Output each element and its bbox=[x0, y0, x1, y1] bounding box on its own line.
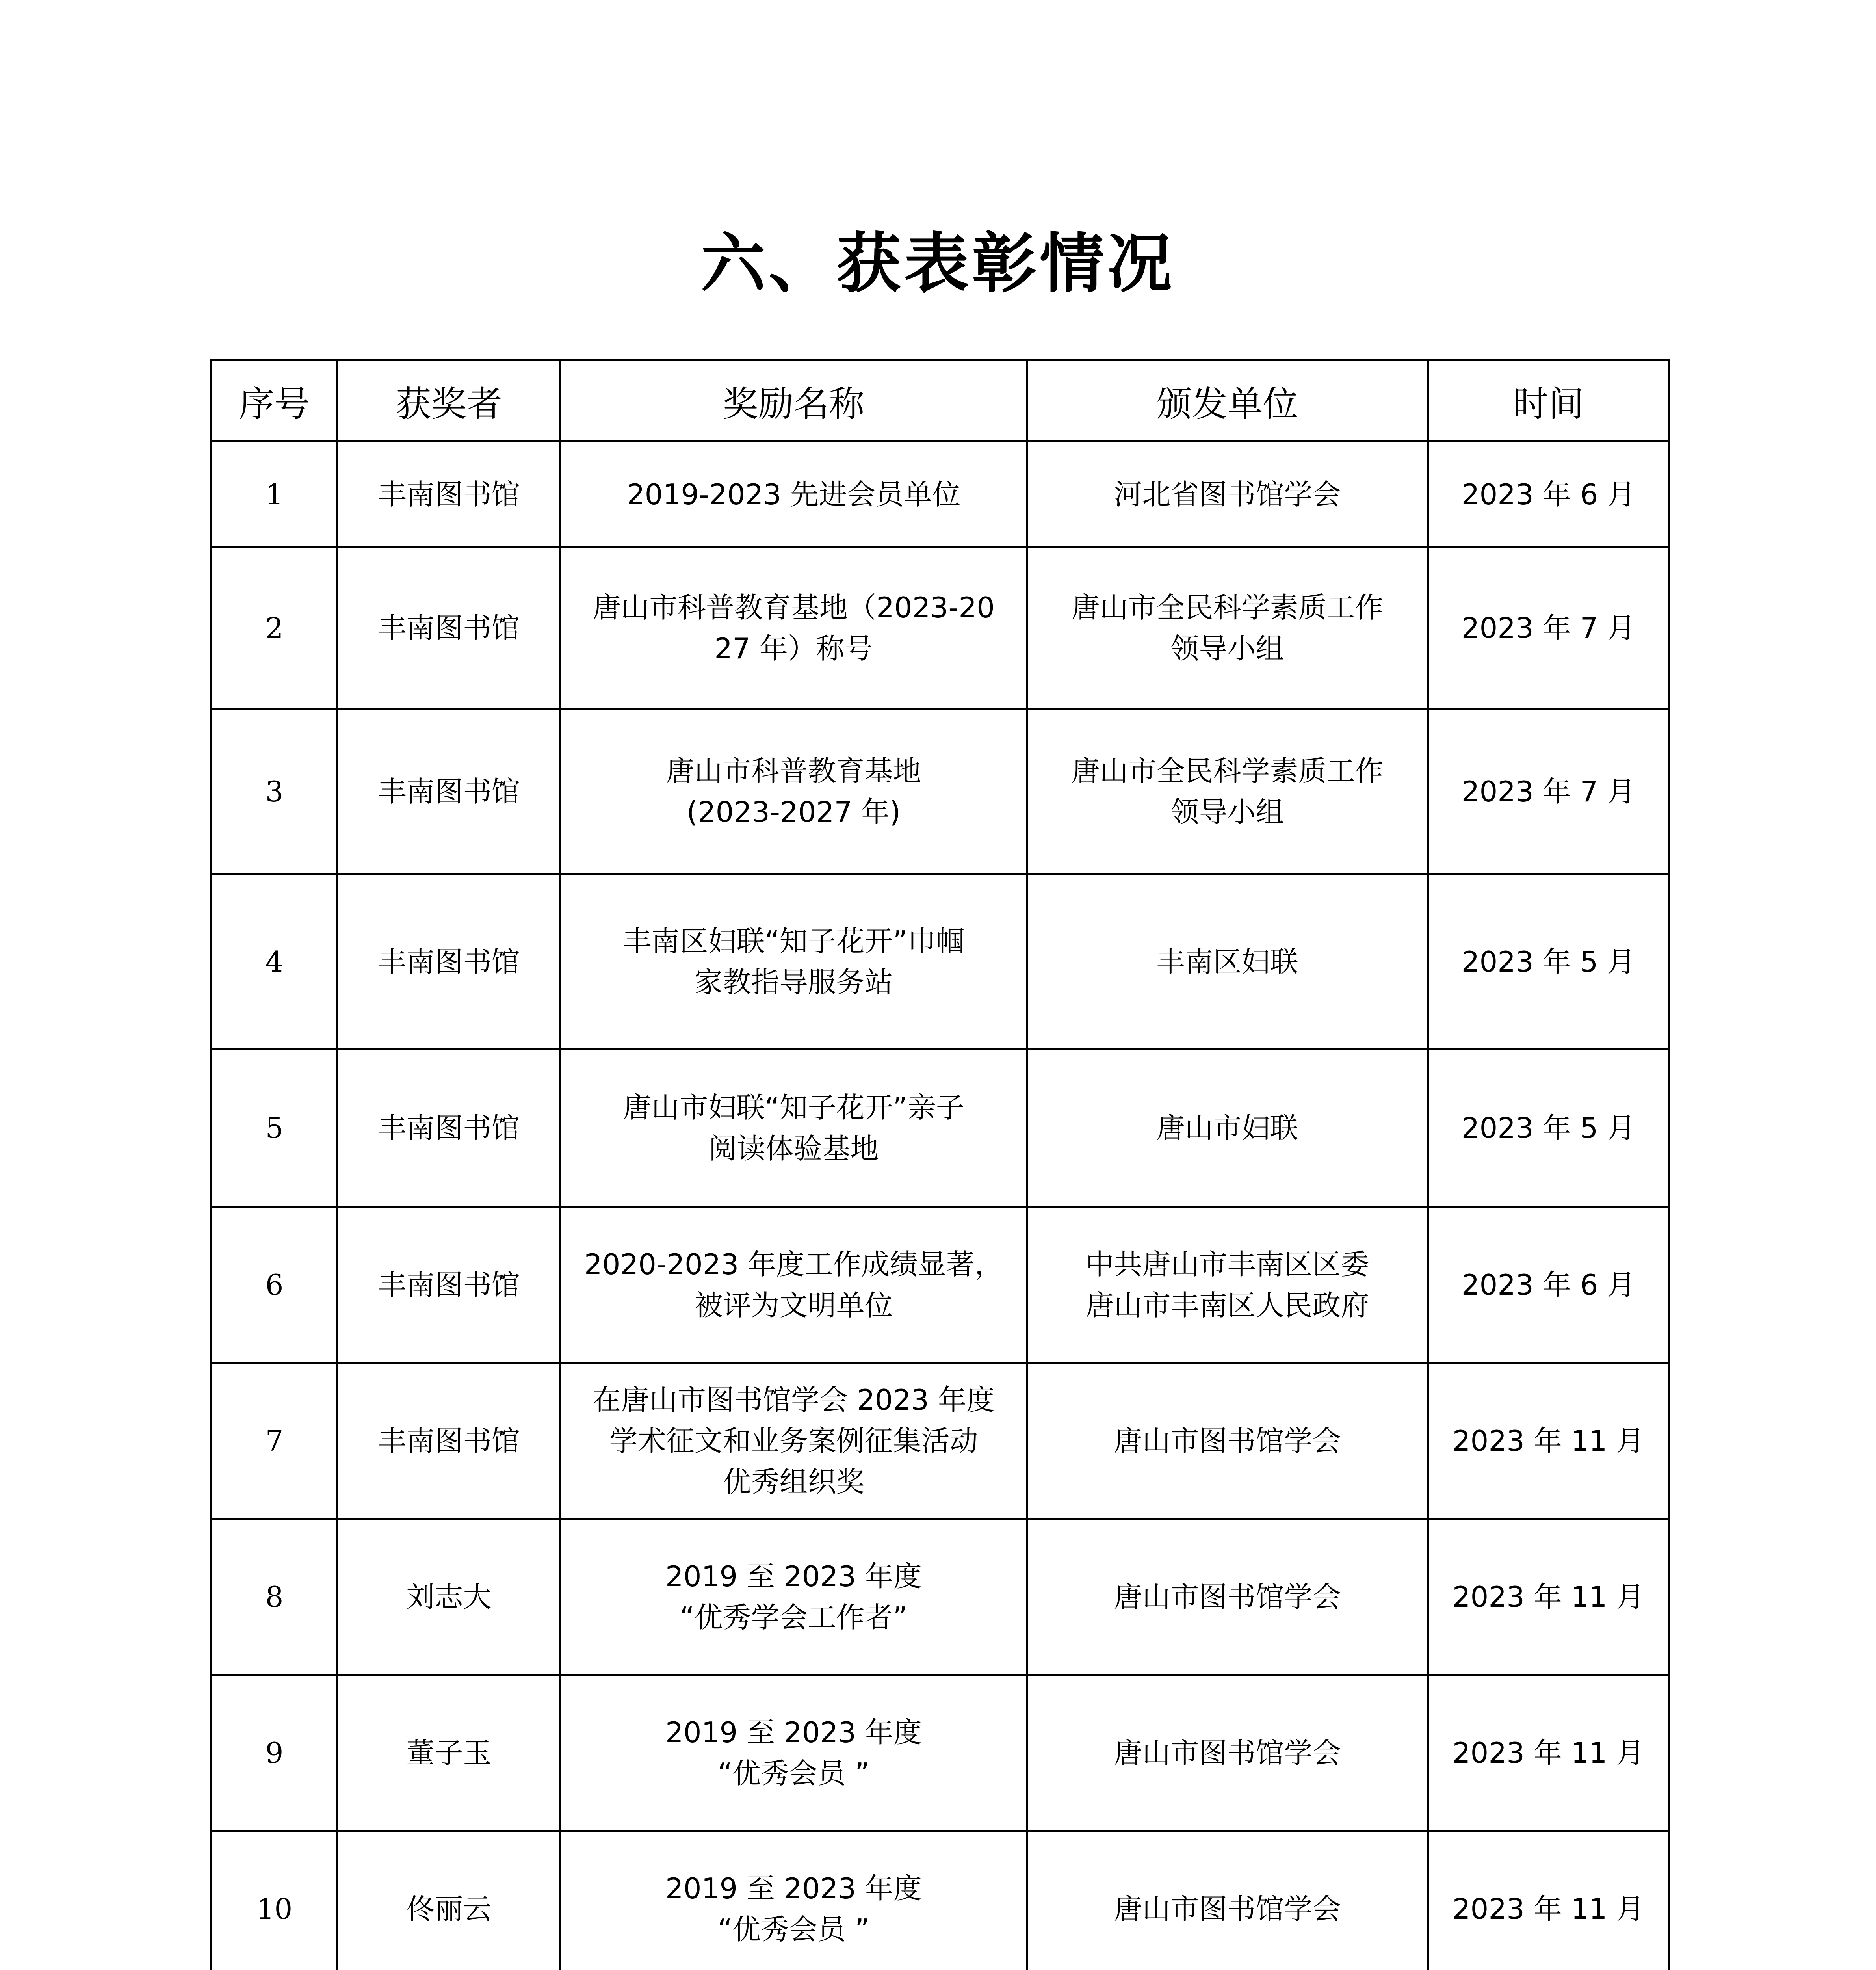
row-date: 2023 年 11 月 bbox=[1428, 1831, 1669, 1970]
issuer-line: 中共唐山市丰南区区委 bbox=[1085, 1247, 1369, 1281]
row-no: 10 bbox=[212, 1831, 338, 1970]
row-awardee: 丰南图书馆 bbox=[338, 709, 561, 874]
issuer-line: 唐山市妇联 bbox=[1156, 1111, 1298, 1145]
table-header-row bbox=[212, 360, 1669, 442]
row-issuer bbox=[1027, 874, 1428, 1049]
row-issuer bbox=[1027, 1519, 1428, 1675]
row-date: 2023 年 5 月 bbox=[1428, 874, 1669, 1049]
row-date: 2023 年 7 月 bbox=[1428, 709, 1669, 874]
row-no: 6 bbox=[212, 1207, 338, 1363]
row-award-name bbox=[561, 1675, 1027, 1831]
award-line: “优秀会员 ” bbox=[717, 1756, 870, 1790]
award-line: 优秀组织奖 bbox=[723, 1465, 865, 1498]
row-awardee: 佟丽云 bbox=[338, 1831, 561, 1970]
table-row bbox=[212, 1831, 1669, 1970]
row-awardee: 丰南图书馆 bbox=[338, 1363, 561, 1519]
row-issuer bbox=[1027, 1049, 1428, 1207]
row-date: 2023 年 11 月 bbox=[1428, 1363, 1669, 1519]
row-award-name bbox=[561, 1363, 1027, 1519]
issuer-line: 领导小组 bbox=[1170, 795, 1284, 829]
award-line: 阅读体验基地 bbox=[708, 1132, 879, 1165]
row-no: 1 bbox=[212, 442, 338, 547]
award-line: 2020-2023 年度工作成绩显著， bbox=[584, 1247, 1003, 1281]
award-line: 2019 至 2023 年度 bbox=[665, 1872, 922, 1905]
row-award-name bbox=[561, 1831, 1027, 1970]
row-issuer bbox=[1027, 547, 1428, 709]
award-line: “优秀会员 ” bbox=[717, 1912, 870, 1946]
award-line: 被评为文明单位 bbox=[694, 1288, 893, 1322]
page-title: 六、获表彰情况 bbox=[700, 226, 1175, 301]
award-line: 27 年）称号 bbox=[714, 632, 873, 665]
issuer-line: 唐山市图书馆学会 bbox=[1114, 1424, 1341, 1457]
award-line: 2019 至 2023 年度 bbox=[665, 1559, 922, 1593]
row-award-name bbox=[561, 1049, 1027, 1207]
row-award-name bbox=[561, 874, 1027, 1049]
row-award-name bbox=[561, 1519, 1027, 1675]
header-date: 时间 bbox=[1428, 360, 1669, 442]
row-date: 2023 年 7 月 bbox=[1428, 547, 1669, 709]
header-awardee: 获奖者 bbox=[338, 360, 561, 442]
row-date: 2023 年 6 月 bbox=[1428, 1207, 1669, 1363]
row-award-name bbox=[561, 1207, 1027, 1363]
row-award-name bbox=[561, 442, 1027, 547]
row-no: 8 bbox=[212, 1519, 338, 1675]
row-awardee: 刘志大 bbox=[338, 1519, 561, 1675]
row-no: 7 bbox=[212, 1363, 338, 1519]
row-date: 2023 年 5 月 bbox=[1428, 1049, 1669, 1207]
row-issuer bbox=[1027, 1831, 1428, 1970]
table-row bbox=[212, 1519, 1669, 1675]
award-line: 2019-2023 先进会员单位 bbox=[626, 478, 961, 511]
row-no: 9 bbox=[212, 1675, 338, 1831]
table-row bbox=[212, 547, 1669, 709]
row-issuer bbox=[1027, 1363, 1428, 1519]
table-row bbox=[212, 874, 1669, 1049]
issuer-line: 唐山市图书馆学会 bbox=[1114, 1892, 1341, 1925]
awards-table bbox=[210, 359, 1670, 1970]
row-awardee: 丰南图书馆 bbox=[338, 1049, 561, 1207]
award-line: 丰南区妇联“知子花开”巾帼 bbox=[623, 924, 964, 958]
row-awardee: 丰南图书馆 bbox=[338, 442, 561, 547]
row-no: 2 bbox=[212, 547, 338, 709]
issuer-line: 唐山市全民科学素质工作 bbox=[1071, 591, 1384, 624]
row-date: 2023 年 11 月 bbox=[1428, 1519, 1669, 1675]
issuer-line: 唐山市丰南区人民政府 bbox=[1085, 1288, 1369, 1322]
issuer-line: 领导小组 bbox=[1170, 632, 1284, 665]
issuer-line: 丰南区妇联 bbox=[1156, 945, 1298, 978]
award-line: 唐山市科普教育基地（2023-20 bbox=[593, 591, 995, 624]
header-issuer: 颁发单位 bbox=[1027, 360, 1428, 442]
row-award-name bbox=[561, 709, 1027, 874]
row-no: 4 bbox=[212, 874, 338, 1049]
award-line: 唐山市科普教育基地 bbox=[666, 754, 921, 788]
award-line: “优秀学会工作者” bbox=[680, 1600, 908, 1634]
table-row bbox=[212, 1049, 1669, 1207]
issuer-line: 唐山市图书馆学会 bbox=[1114, 1580, 1341, 1613]
row-awardee: 董子玉 bbox=[338, 1675, 561, 1831]
table-row bbox=[212, 709, 1669, 874]
row-no: 3 bbox=[212, 709, 338, 874]
table-row bbox=[212, 1207, 1669, 1363]
row-awardee: 丰南图书馆 bbox=[338, 874, 561, 1049]
award-line: (2023-2027 年) bbox=[686, 795, 901, 829]
row-date: 2023 年 11 月 bbox=[1428, 1675, 1669, 1831]
award-line: 学术征文和业务案例征集活动 bbox=[609, 1424, 978, 1457]
table-row bbox=[212, 1675, 1669, 1831]
award-line: 唐山市妇联“知子花开”亲子 bbox=[623, 1091, 964, 1124]
row-awardee: 丰南图书馆 bbox=[338, 547, 561, 709]
award-line: 2019 至 2023 年度 bbox=[665, 1715, 922, 1749]
row-issuer bbox=[1027, 442, 1428, 547]
award-line: 在唐山市图书馆学会 2023 年度 bbox=[592, 1383, 995, 1416]
issuer-line: 河北省图书馆学会 bbox=[1114, 478, 1341, 511]
row-issuer bbox=[1027, 1675, 1428, 1831]
table-row bbox=[212, 442, 1669, 547]
issuer-line: 唐山市图书馆学会 bbox=[1114, 1736, 1341, 1769]
row-date: 2023 年 6 月 bbox=[1428, 442, 1669, 547]
row-awardee: 丰南图书馆 bbox=[338, 1207, 561, 1363]
header-award-name: 奖励名称 bbox=[561, 360, 1027, 442]
row-award-name bbox=[561, 547, 1027, 709]
header-no: 序号 bbox=[212, 360, 338, 442]
row-no: 5 bbox=[212, 1049, 338, 1207]
table-row bbox=[212, 1363, 1669, 1519]
row-issuer bbox=[1027, 709, 1428, 874]
award-line: 家教指导服务站 bbox=[694, 965, 893, 999]
issuer-line: 唐山市全民科学素质工作 bbox=[1071, 754, 1384, 788]
row-issuer bbox=[1027, 1207, 1428, 1363]
